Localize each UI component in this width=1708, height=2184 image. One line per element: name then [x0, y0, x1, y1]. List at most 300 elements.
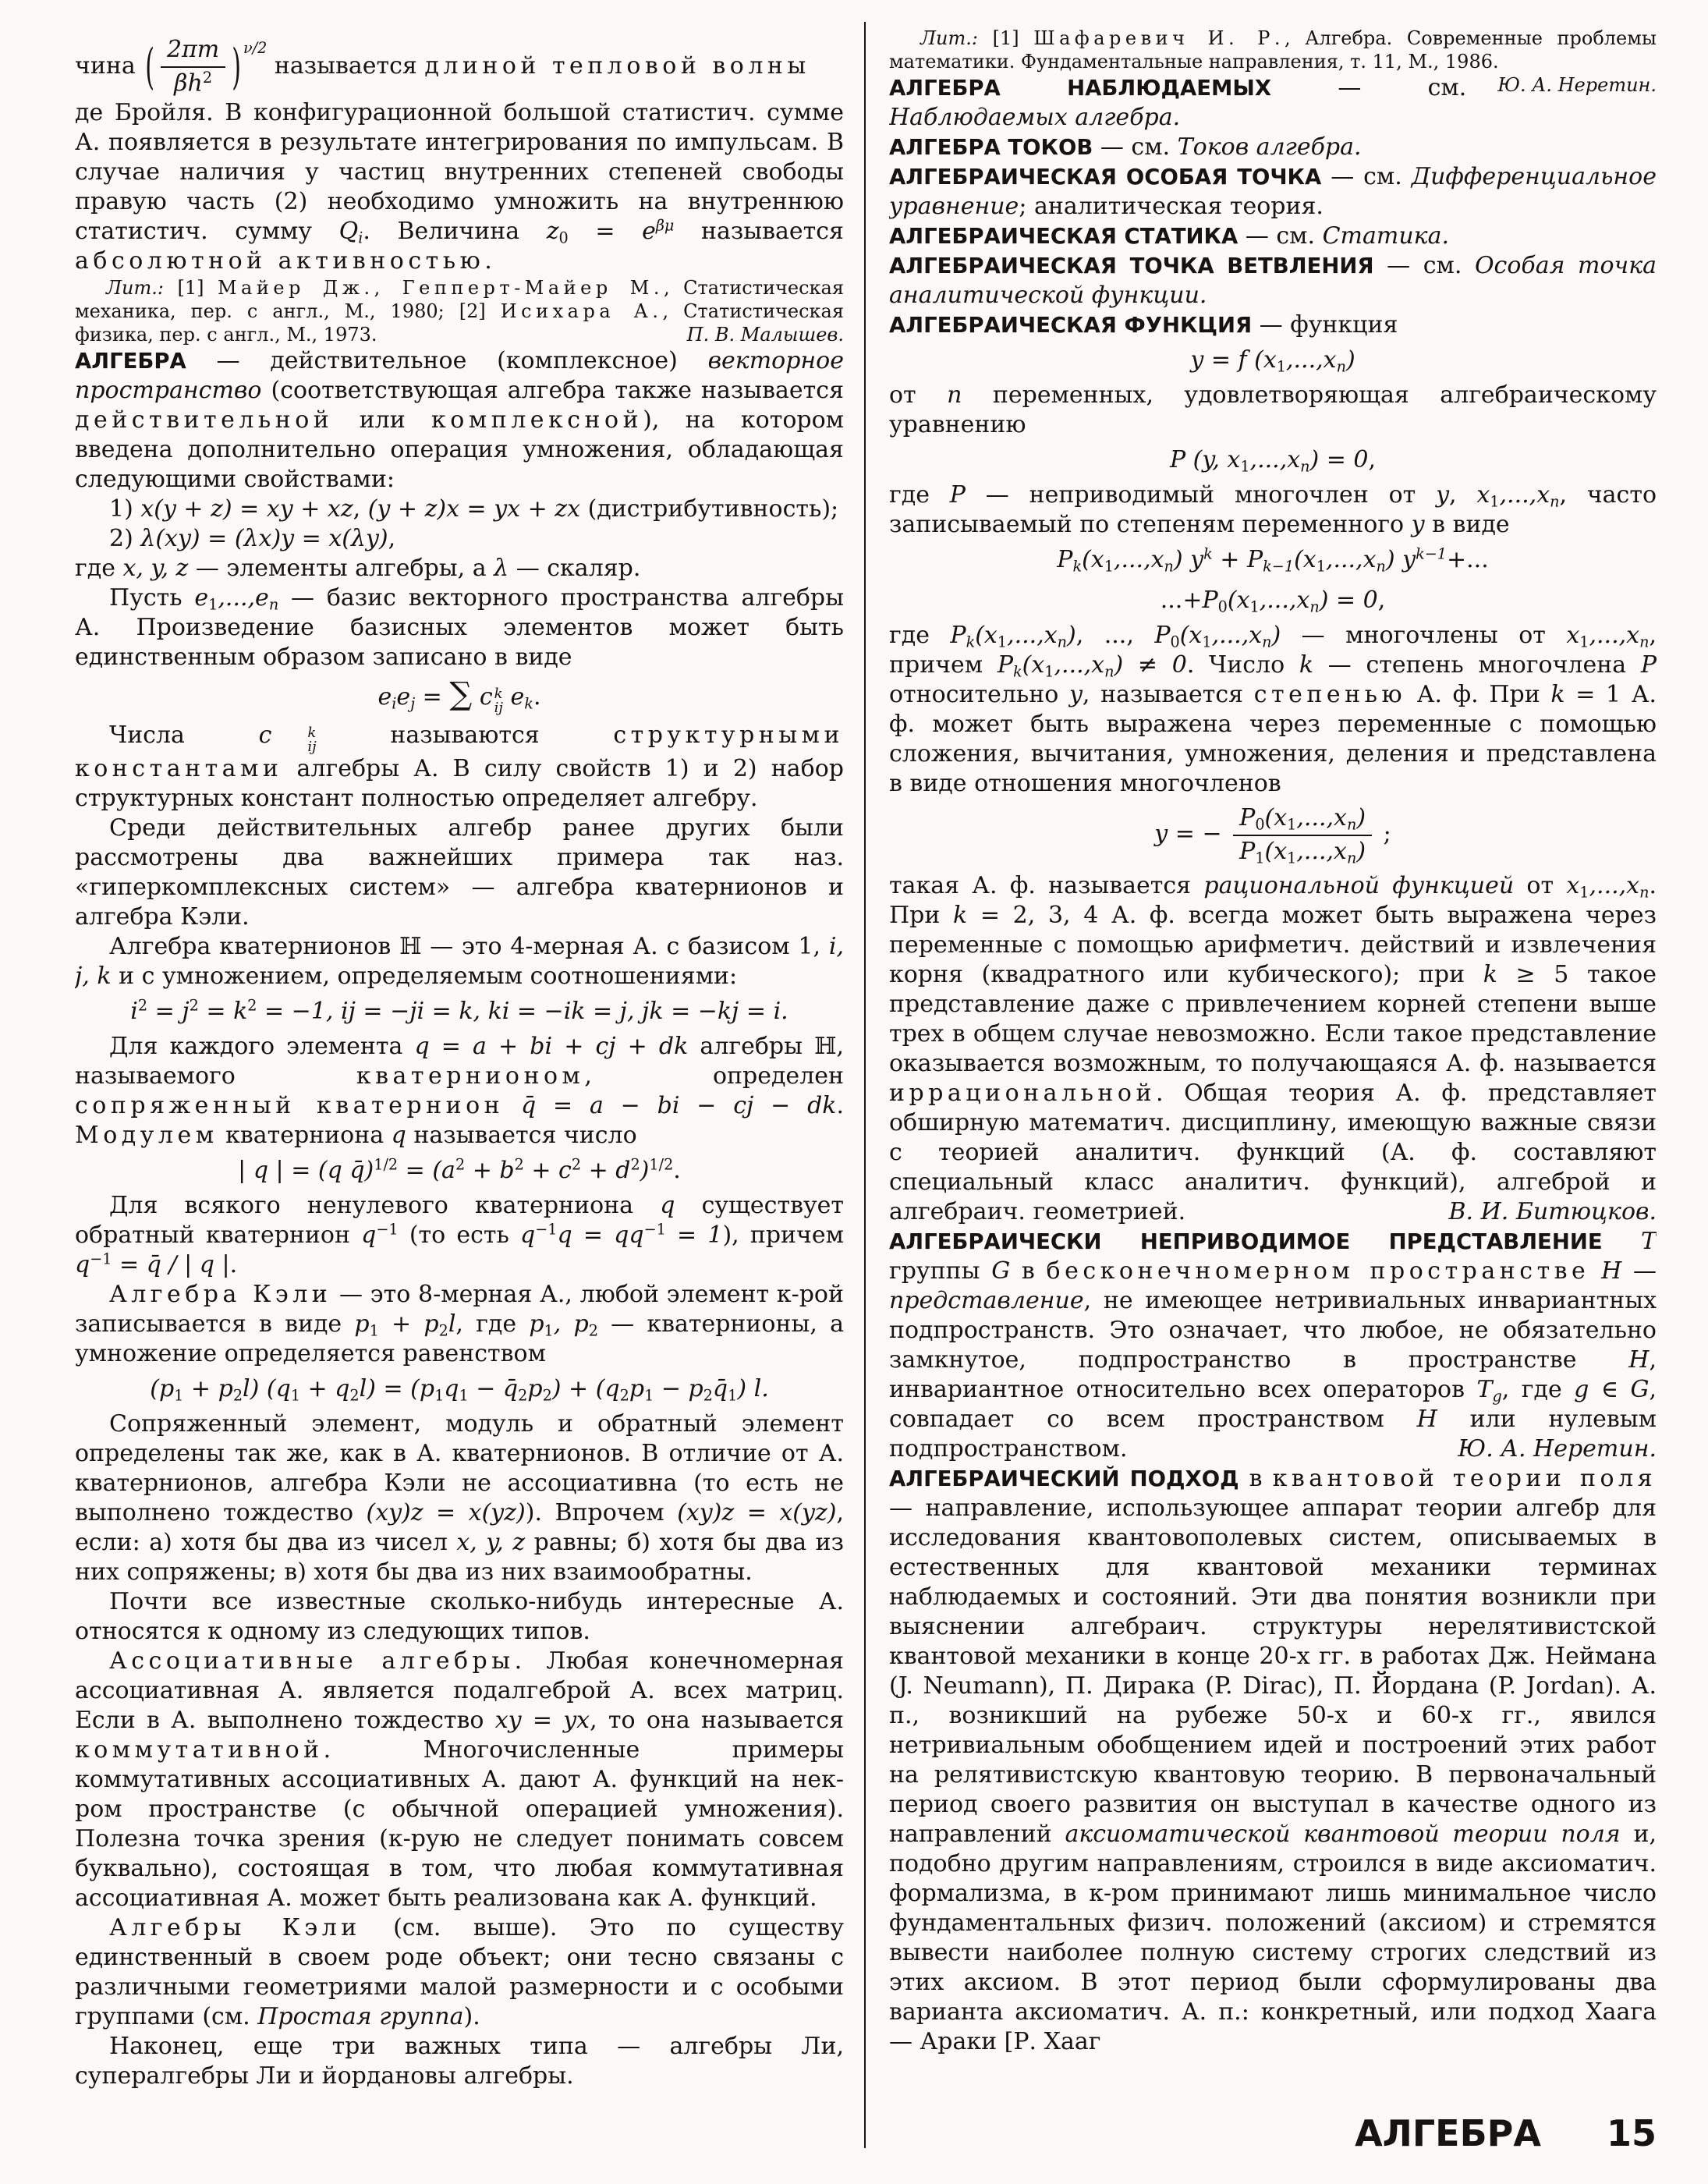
fraction-denominator: [161, 68, 225, 98]
text-run: в виде: [1424, 511, 1510, 538]
text-run: 2: [703, 1386, 713, 1405]
text-run: абсолютной активностью: [75, 246, 485, 275]
column-divider: [864, 22, 866, 2148]
text-run: l) = (p: [359, 1375, 435, 1403]
text-run: y: [1411, 511, 1425, 538]
text-run: j: [410, 693, 416, 712]
display-formula: [889, 340, 1657, 381]
text-run: А. ф. При: [1406, 681, 1551, 708]
text-run: Алгебра Кэли: [109, 1281, 332, 1309]
text-run: , где: [1501, 1376, 1575, 1404]
paragraph: [75, 524, 844, 554]
text-run: 2: [189, 996, 199, 1015]
text-run: (x: [975, 622, 998, 649]
text-run: , Алгебра. Современные проблемы математики. Фундаментальные направления, т. 11, М., 1986.: [889, 27, 1657, 73]
text-run: 2: [137, 996, 148, 1015]
text-run: n: [1336, 357, 1346, 376]
text-run: k: [1203, 544, 1213, 563]
text-run: ) l.: [737, 1375, 769, 1403]
text-run: n: [1262, 633, 1272, 651]
text-run: ) + (q: [551, 1375, 620, 1403]
text-run: — см.: [1271, 74, 1467, 101]
text-run: . При: [889, 872, 1657, 930]
text-run: 1: [434, 1386, 445, 1405]
text-run: P: [1154, 622, 1171, 649]
text-run: n: [1550, 492, 1560, 511]
paragraph: [75, 814, 844, 932]
entry-paragraph: [889, 251, 1657, 310]
text-run: 1: [369, 1321, 379, 1340]
text-run: ,...,e: [218, 583, 269, 612]
text-run: G: [991, 1257, 1011, 1285]
text-run: p: [629, 1375, 645, 1403]
text-run: где: [889, 622, 951, 649]
text-run: Лит.:: [106, 276, 164, 299]
text-run: 0: [558, 228, 569, 246]
text-run: = −: [1168, 820, 1230, 848]
text-run: 0: [1217, 597, 1228, 616]
text-run: x, y, z: [456, 1529, 526, 1557]
paragraph: [75, 1409, 844, 1587]
text-run: — см.: [1321, 163, 1412, 190]
text-run: n: [1057, 633, 1068, 651]
paragraph: [75, 1032, 844, 1150]
continuation-paragraph: [75, 98, 844, 276]
text-run: — кватернионы, а умножение определяется равенством: [75, 1310, 844, 1368]
text-run: q = qq: [557, 1221, 644, 1250]
text-run: , причем: [889, 622, 1657, 679]
text-run: . Величина: [363, 217, 547, 245]
text-run: — скаляр.: [509, 554, 641, 582]
text-run: (x: [1264, 837, 1288, 865]
text-run: .: [673, 1157, 681, 1185]
text-run: q: [361, 1221, 377, 1250]
text-run: (см. выше). Это по существу единственный в своем роде объект; они тесно связаны с различными геометриями малой размерности и с особыми группами (см.: [75, 1914, 844, 2031]
paragraph: [75, 583, 844, 672]
text-run: ).: [463, 2003, 480, 2031]
paragraph: [75, 932, 844, 991]
text-run: , где: [455, 1310, 530, 1338]
text-run: q̄ = a − bi − cj − dk: [520, 1092, 837, 1120]
text-run: k: [966, 633, 976, 651]
text-run: p: [529, 1310, 544, 1338]
left-paren: (: [145, 39, 154, 96]
text-run: АЛГЕБРА ТОКОВ: [889, 135, 1093, 160]
text-run: n: [1309, 597, 1320, 616]
text-run: k: [1013, 662, 1022, 681]
sup-sub-stack: [494, 687, 503, 715]
text-run: , если: а) хотя бы два из чисел: [75, 1499, 844, 1557]
text-run: 1: [208, 594, 218, 613]
text-run: (xy)z = x(yz): [366, 1499, 526, 1527]
text-run: АЛГЕБРАИЧЕСКАЯ ОСОБАЯ ТОЧКА: [889, 165, 1322, 190]
text-run: Лит.:: [920, 27, 978, 49]
text-run: , Статистическая механика, пер. с англ., М., 1980; [2]: [75, 276, 844, 322]
text-run: T: [1476, 1376, 1493, 1404]
text-run: + q: [300, 1375, 350, 1403]
text-run: (x: [1227, 587, 1250, 614]
text-run: 2: [455, 1155, 466, 1174]
text-run: n: [1104, 662, 1114, 681]
text-run: 2: [438, 1321, 448, 1340]
text-run: .: [533, 682, 541, 711]
text-run: (x: [1264, 804, 1288, 831]
text-run: кватернионом: [356, 1062, 585, 1090]
text-run: k: [1550, 681, 1565, 708]
text-run: + d: [581, 1157, 631, 1185]
text-run: (y + z)x = yx + zx: [367, 495, 581, 523]
text-run: ) = 0: [1309, 446, 1369, 473]
text-run: ,: [1449, 481, 1477, 509]
text-run: представление: [889, 1287, 1084, 1315]
entry-paragraph: [889, 1464, 1657, 2057]
text-run: Пусть: [109, 583, 195, 612]
text-run: такая А. ф. называется: [889, 872, 1204, 900]
text-run: — см.: [1093, 133, 1178, 161]
text-run: P: [1246, 546, 1263, 573]
text-run: λ: [494, 554, 509, 582]
text-run: , то она называется: [590, 1707, 844, 1735]
text-run: [503, 683, 511, 711]
text-run: q: [660, 1192, 675, 1220]
text-run: ,...,x: [1249, 446, 1301, 473]
author-signature: Ю. А. Неретин.: [1497, 74, 1657, 96]
text-run: [1603, 1228, 1641, 1255]
text-run: n: [1346, 815, 1357, 834]
text-run: Дифференциальное уравнение: [889, 163, 1657, 220]
text-run: АЛГЕБРА: [75, 348, 186, 374]
entry-paragraph: [889, 162, 1657, 222]
text-run: равны; б) хотя бы два из них сопряжены; в) хотя бы два из них взаимообратны.: [75, 1529, 844, 1587]
text-run: P: [950, 622, 966, 649]
display-formula: [889, 540, 1657, 580]
text-run: 1: [1276, 357, 1286, 376]
text-run: n: [1376, 557, 1386, 576]
fraction-denominator: [1233, 836, 1372, 867]
text-run: аксиоматической квантовой теории поля: [1065, 1821, 1621, 1849]
author-signature: Ю. А. Неретин.: [1458, 1435, 1657, 1463]
text-run: k: [524, 693, 533, 712]
text-run: — действительное (комплексное): [186, 346, 708, 374]
paragraph: [75, 1913, 844, 2032]
text-run: (x: [1179, 622, 1203, 649]
text-run: q = a + bi + cj + dk: [414, 1033, 689, 1061]
text-run: существует обратный кватернион: [75, 1192, 844, 1250]
text-run: H: [1416, 1406, 1437, 1434]
text-run: 2): [109, 524, 141, 552]
text-run: АЛГЕБРАИЧЕСКАЯ СТАТИКА: [889, 224, 1238, 249]
text-run: Наконец, еще три важных типа — алгебры Ли, супералгебры Ли и йордановы алгебры.: [75, 2033, 844, 2090]
text-run: , называется: [1082, 681, 1254, 708]
text-run: Простая группа: [257, 2003, 464, 2031]
text-run: — см.: [1238, 222, 1323, 250]
text-run: ) ≠ 0: [1114, 651, 1187, 679]
text-run: Исихара А.: [500, 300, 663, 322]
text-run: 2: [619, 1386, 629, 1405]
text-run: ,...,x: [1296, 837, 1347, 865]
text-run: , часто записываемый по степеням переменного: [889, 481, 1657, 538]
text-run: 2: [514, 1155, 524, 1174]
text-run: АЛГЕБРАИЧЕСКИ НЕПРИВОДИМОЕ ПРЕДСТАВЛЕНИЕ: [889, 1229, 1603, 1255]
entry-paragraph: [889, 310, 1657, 340]
text-run: i, j, k: [75, 933, 844, 991]
text-run: 1: [174, 1386, 184, 1405]
text-run: 1: [1249, 597, 1260, 616]
fraction: [1233, 804, 1372, 866]
text-run: ;: [1376, 820, 1391, 848]
text-run: e: [642, 217, 656, 245]
left-column: [75, 36, 844, 2091]
text-run: алгебры ℍ, называемого: [75, 1033, 844, 1090]
text-run: 1: [1202, 633, 1212, 651]
text-run: = 2, 3, 4 А. ф. всегда может быть выражена через переменные с помощью арифметич. действий и извлечения корня (квадратного или кубического); при: [889, 902, 1657, 989]
superscript: k: [307, 725, 317, 742]
paragraph: [75, 721, 844, 814]
paragraph: [75, 1647, 844, 1913]
text-run: 1: [1316, 557, 1326, 576]
text-run: 1: [1579, 883, 1589, 902]
text-run: n: [1346, 848, 1357, 867]
text-run: = j: [147, 998, 190, 1026]
text-run: = q̄ / | q |: [112, 1251, 230, 1279]
text-run: — элементы алгебры, а: [188, 554, 494, 582]
text-run: p: [527, 1375, 543, 1403]
text-run: .: [836, 1092, 844, 1120]
text-run: n: [947, 381, 962, 409]
text-run: λ(xy) = (λx)y = x(λy): [140, 524, 388, 552]
text-run: , инвариантное относительно всех операторов: [889, 1346, 1657, 1404]
text-run: 2: [232, 1386, 243, 1405]
text-run: группы: [889, 1257, 992, 1285]
text-run: 1: [1255, 848, 1265, 867]
text-run: .: [229, 1251, 238, 1279]
text-run: ): [1356, 837, 1366, 865]
text-run: + c: [523, 1157, 572, 1185]
text-run: Шафаревич И. Р.: [1033, 27, 1285, 49]
text-run: — см.: [1373, 252, 1475, 279]
fraction-numerator: [1233, 804, 1372, 836]
subscript: ij: [494, 700, 503, 717]
text-run: ; аналитическая теория.: [1019, 193, 1324, 220]
paragraph: [75, 495, 844, 524]
text-run: , ...,: [1075, 622, 1155, 649]
text-run: степенью: [1253, 681, 1407, 708]
text-run: q̄: [712, 1375, 728, 1403]
exponent: ν/2: [243, 38, 268, 57]
text-run: или нулевым подпространством.: [889, 1406, 1657, 1463]
text-run: 2πm: [166, 36, 220, 63]
text-run: ,...,x: [1259, 587, 1310, 614]
text-run: или: [333, 406, 432, 434]
text-run: − q̄: [468, 1375, 519, 1403]
text-run: q: [391, 1122, 406, 1150]
text-run: ...+: [1160, 587, 1203, 614]
text-run: | q | = (q q̄): [238, 1157, 374, 1185]
text-run: y: [1068, 681, 1083, 708]
page-footer: [889, 2112, 1657, 2154]
text-run: . Число: [1186, 651, 1299, 679]
text-run: Почти все известные сколько-нибудь интересные А. относятся к одному из следующих типов.: [75, 1588, 844, 1646]
text-run: 1/2: [374, 1155, 399, 1174]
display-formula: [889, 799, 1657, 871]
text-run: i: [392, 693, 397, 712]
text-run: [1]: [977, 27, 1034, 49]
text-run: 1: [1287, 815, 1297, 834]
text-run: P: [1640, 651, 1657, 679]
text-run: (x: [1022, 651, 1045, 679]
continuation-paragraph: [889, 381, 1657, 440]
text-run: = (a: [398, 1157, 455, 1185]
text-run: ,: [1368, 446, 1377, 473]
text-run: −1: [376, 1220, 399, 1239]
text-run: Алгебры Кэли: [109, 1914, 361, 1942]
text-run: 1): [109, 495, 141, 523]
text-run: , не имеющее нетривиальных инвариантных подпространств. Это означает, что любое, не обязательно замкнутое, подпространство в пространстве: [889, 1287, 1657, 1374]
text-run: называется число: [406, 1122, 637, 1150]
entry-paragraph: [889, 133, 1657, 162]
display-formula: [889, 440, 1657, 480]
text-run: — функция: [1252, 311, 1398, 339]
text-run: 2: [247, 996, 257, 1015]
text-run: ,...,x: [1589, 622, 1640, 649]
text-run: k−1: [1263, 557, 1295, 576]
text-run: k: [1483, 961, 1497, 989]
text-run: T: [1640, 1228, 1657, 1256]
text-run: коммутативной: [75, 1736, 324, 1764]
text-run: + b: [465, 1157, 515, 1185]
text-run: g: [1574, 1376, 1589, 1404]
text-run: бесконечномерном пространстве: [1046, 1257, 1590, 1285]
text-run: структурными константами: [75, 722, 844, 783]
text-run: ≥ 5 такое представление даже с привлечением корней степени выше трех в общем случае невозможно. Если такое представление оказывается возможным, то получающаяся А. ф. называется: [889, 961, 1657, 1078]
text-run: 1: [544, 1321, 554, 1340]
text-run: 1: [1490, 492, 1500, 511]
text-run: 1: [1240, 457, 1250, 476]
paragraph: [75, 1191, 844, 1280]
text-run: де Бройля. В конфигурационной большой статистич. сумме А. появляется в результате интегрирования по импульсам. В случае наличия у частиц внутренних степеней свободы правую часть (2) необходимо умножить на внутреннюю статистич. сумму: [75, 98, 844, 245]
author-signature: П. В. Малышев.: [686, 323, 844, 346]
text-run: 1: [644, 1386, 654, 1405]
entry-paragraph: [889, 222, 1657, 251]
text-run: = 1 А. ф. может быть выражена через переменные с помощью сложения, вычитания, умножения, деления и представлена в виде отношения многочленов: [889, 681, 1657, 797]
text-run: i: [358, 228, 363, 246]
text-run: ): [1067, 622, 1076, 649]
text-run: называется: [267, 51, 425, 80]
text-run: −1: [90, 1250, 112, 1268]
text-run: =: [415, 682, 450, 711]
text-run: длиной тепловой волны: [424, 51, 810, 80]
text-run: Для каждого элемента: [109, 1033, 415, 1061]
text-run: векторное пространство: [75, 346, 844, 404]
text-run: k: [1299, 651, 1314, 679]
page-number: 15: [1606, 2112, 1657, 2154]
text-run: xy = yx: [494, 1707, 590, 1735]
text-run: 0: [1170, 633, 1180, 651]
text-run: ): [640, 1157, 650, 1185]
text-run: g: [1492, 1387, 1502, 1406]
text-run: комплексной: [431, 406, 643, 434]
text-run: (x: [1082, 546, 1104, 573]
text-run: + p: [378, 1310, 439, 1338]
text-run: Среди действительных алгебр ранее других были рассмотрены два важнейших примера так наз. «гиперкомплексных систем» — алгебра кватернионов и алгебра Кэли.: [75, 814, 844, 931]
text-run: P: [1202, 587, 1218, 614]
text-run: x: [1566, 622, 1580, 649]
text-run: =: [568, 217, 643, 245]
display-formula: [889, 580, 1657, 621]
text-run: называются: [316, 722, 614, 750]
text-run: ,...,x: [1054, 651, 1105, 679]
text-run: . Общая теория А. ф. представляет обширную математич. дисциплину, имеющую важные связи с теорией аналитич. функций (А. ф. составляют специальный класс аналитич. функций), алгеброй и алгебраич. геометрией.: [889, 1080, 1657, 1226]
text-run: Q: [338, 217, 359, 245]
display-formula: [75, 1150, 844, 1191]
text-run: P: [997, 651, 1014, 679]
text-run: —: [1621, 1257, 1657, 1285]
author-signature: В. И. Битюцков.: [1448, 1198, 1657, 1226]
text-run: Статика.: [1322, 222, 1449, 250]
text-run: ,...,x: [1589, 872, 1640, 900]
text-run: ,...,x: [1499, 481, 1550, 509]
text-run: ) y: [1385, 546, 1416, 573]
text-run: ): [1271, 622, 1281, 649]
continuation-paragraph: [75, 554, 844, 583]
text-run: ,...,x: [1211, 622, 1263, 649]
text-run: + p: [183, 1375, 233, 1403]
text-run: 1: [728, 1386, 738, 1405]
text-run: ): [1345, 346, 1355, 374]
text-run: — многочлены от: [1281, 622, 1567, 649]
text-run: ,: [1377, 587, 1386, 614]
display-formula: [75, 1369, 844, 1409]
running-headword: АЛГЕБРА: [1355, 2112, 1541, 2154]
text-run: H: [1628, 1346, 1650, 1374]
text-run: βμ: [655, 216, 675, 234]
text-run: q: [520, 1221, 536, 1250]
entry-paragraph: [889, 1227, 1657, 1464]
text-run: = −1, ij = −ji = k, ki = −ik = j, jk = −kj = i.: [257, 998, 788, 1026]
text-run: 1: [997, 633, 1008, 651]
text-run: — неприводимый многочлен от: [965, 481, 1437, 509]
text-run: l) (q: [243, 1375, 291, 1403]
text-run: 2: [630, 1155, 640, 1174]
continuation-paragraph: [889, 621, 1657, 799]
text-run: Особая точка аналитической функции.: [889, 252, 1657, 309]
text-run: — это 8-мерная А., любой элемент к-рой записывается в виде: [75, 1281, 844, 1338]
text-run: АЛГЕБРАИЧЕСКАЯ ТОЧКА ВЕТВЛЕНИЯ: [889, 254, 1374, 278]
text-run: 0: [1255, 815, 1265, 834]
text-run: 2: [202, 68, 213, 87]
text-run: 1: [1579, 633, 1589, 651]
text-run: ,...,x: [1285, 346, 1337, 374]
text-run: +...: [1447, 546, 1489, 573]
text-run: ) = 0: [1319, 587, 1378, 614]
text-run: q: [444, 1375, 459, 1403]
text-run: H: [1601, 1257, 1622, 1285]
text-run: e: [396, 682, 411, 711]
text-run: l: [448, 1310, 456, 1338]
text-run: 2: [571, 1155, 582, 1174]
fraction: [161, 36, 225, 98]
text-run: Модулем: [75, 1122, 218, 1150]
text-run: Сопряженный элемент, модуль и обратный элемент определены так же, как в А. кватернионов. В отличие от А. кватернионов, алгебра Кэли не ассоциативна (то есть не выполнено тождество: [75, 1410, 844, 1527]
paragraph: [75, 1587, 844, 1647]
text-run: в: [1010, 1257, 1047, 1285]
text-run: q: [75, 1251, 90, 1279]
text-run: +: [1212, 546, 1247, 573]
text-run: иррациональной: [889, 1080, 1156, 1108]
text-run: 1: [1104, 557, 1114, 576]
text-run: и, подобно другим направлениям, строился в виде аксиоматич. формализма, в к-ром принимают лишь минимальное число фундаментальных физич. положений (аксиом) и стремятся вывести наиболее полную систему строгих следствий из этих аксиом. В этот период были сформулированы два варианта аксиоматич. А. п.: конкретный, или подход Хаага — Араки [Р. Хааг: [889, 1821, 1657, 2056]
text-run: квантовой теории поля: [1272, 1465, 1657, 1493]
